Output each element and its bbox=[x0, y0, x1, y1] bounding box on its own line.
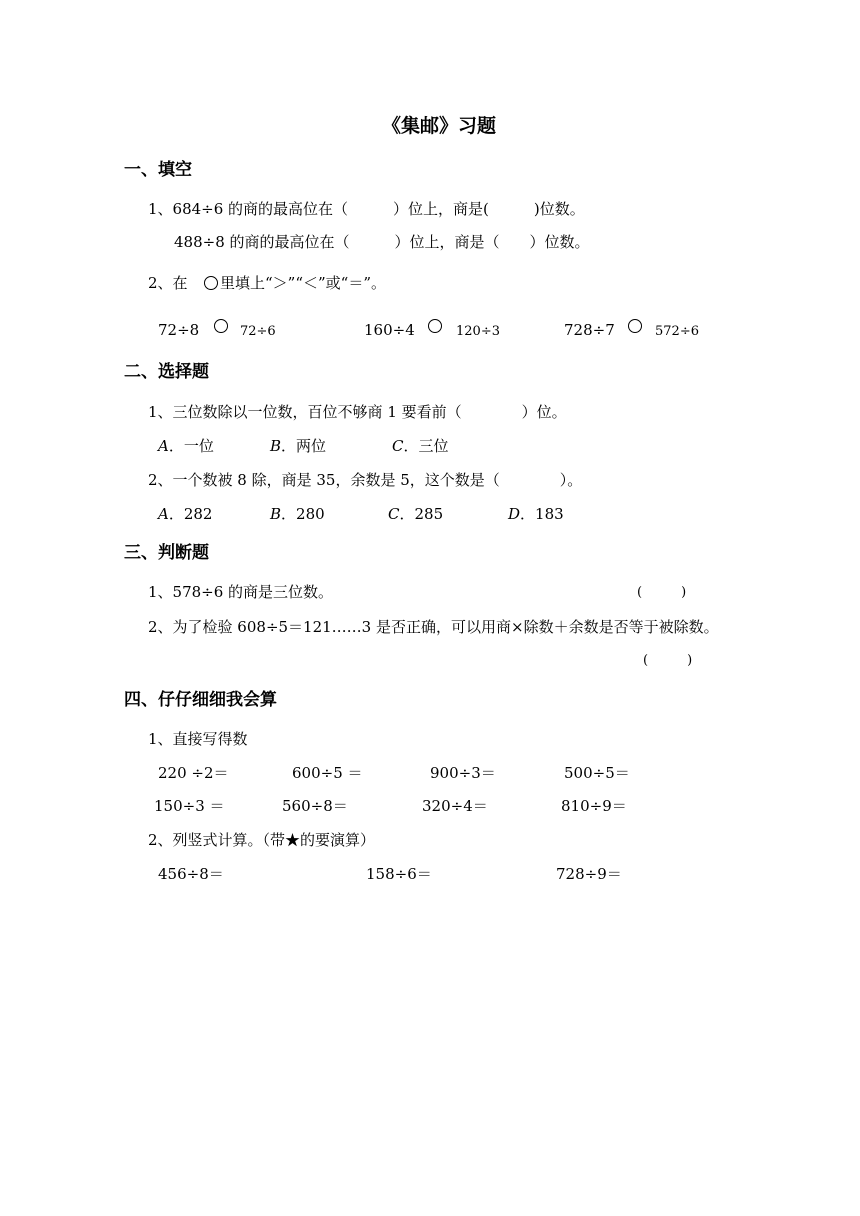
option-letter: B bbox=[270, 505, 282, 523]
option-letter: C bbox=[388, 505, 400, 523]
page-title: 《集邮》习题 bbox=[382, 115, 497, 137]
question-text: 2、在 bbox=[148, 274, 193, 292]
question-text: 2、一个数被 8 除，商是 35，余数是 5，这个数是（ ）。 bbox=[148, 471, 583, 489]
option-letter: C bbox=[392, 437, 404, 455]
section-heading-true-false: 三、判断题 bbox=[124, 543, 209, 563]
calc-item: 728÷9＝ bbox=[556, 865, 622, 883]
question-text: 2、列竖式计算。（带★的要演算） bbox=[148, 831, 376, 849]
option bbox=[158, 439, 214, 454]
answer-paren: ( ) bbox=[637, 585, 687, 600]
calc-item: 150÷3 ＝ bbox=[154, 797, 225, 815]
compare-left: 160÷4 bbox=[364, 321, 415, 339]
option bbox=[158, 507, 212, 522]
option-letter: A bbox=[158, 437, 169, 455]
option-text: ．282 bbox=[168, 505, 213, 523]
option-text: ．一位 bbox=[168, 437, 214, 455]
question-text: 1、三位数除以一位数，百位不够商 1 要看前（ ）位。 bbox=[148, 403, 567, 421]
option bbox=[508, 507, 564, 522]
compare-right: 572÷6 bbox=[655, 324, 699, 339]
calc-item: 158÷6＝ bbox=[366, 865, 432, 883]
question-text: 1、直接写得数 bbox=[148, 730, 248, 748]
option bbox=[270, 507, 325, 522]
compare-left: 728÷7 bbox=[564, 321, 615, 339]
option-letter: D bbox=[508, 505, 521, 523]
section-heading-multiple-choice: 二、选择题 bbox=[124, 362, 209, 382]
section-heading-calculation: 四、仔仔细细我会算 bbox=[124, 690, 277, 710]
option bbox=[270, 439, 326, 454]
answer-paren: ( ) bbox=[643, 653, 693, 668]
question-text: 里填上“＞”“＜”或“＝”。 bbox=[220, 274, 387, 292]
compare-right: 72÷6 bbox=[240, 324, 276, 339]
option-letter: B bbox=[270, 437, 282, 455]
circle-blank-icon bbox=[628, 319, 642, 333]
calc-item: 560÷8＝ bbox=[282, 797, 348, 815]
question-text: 1、578÷6 的商是三位数。 bbox=[148, 583, 334, 601]
calc-item: 600÷5 ＝ bbox=[292, 764, 363, 782]
calc-item: 220 ÷2＝ bbox=[158, 764, 229, 782]
calc-item: 500÷5＝ bbox=[564, 764, 630, 782]
circle-blank-icon bbox=[428, 319, 442, 333]
option bbox=[392, 439, 449, 454]
compare-left: 72÷8 bbox=[158, 321, 200, 339]
option bbox=[388, 507, 443, 522]
circle-blank-icon bbox=[214, 319, 228, 333]
circle-blank-icon bbox=[204, 276, 218, 290]
question-text: 488÷8 的商的最高位在（ ）位上，商是（ ）位数。 bbox=[174, 233, 590, 251]
option-text: ．三位 bbox=[403, 437, 449, 455]
calc-item: 320÷4＝ bbox=[422, 797, 488, 815]
option-text: ．280 bbox=[281, 505, 325, 523]
question-text: 1、684÷6 的商的最高位在（ ）位上，商是( )位数。 bbox=[148, 200, 585, 218]
compare-right: 120÷3 bbox=[456, 324, 500, 339]
option-text: ．285 bbox=[399, 505, 444, 523]
calc-item: 810÷9＝ bbox=[561, 797, 627, 815]
option-letter: A bbox=[158, 505, 169, 523]
question-text: 2、为了检验 608÷5＝121……3 是否正确，可以用商×除数＋余数是否等于被除数。 bbox=[148, 618, 719, 636]
section-heading-fill-blank: 一、填空 bbox=[124, 160, 192, 180]
calc-item: 456÷8＝ bbox=[158, 865, 224, 883]
option-text: ．183 bbox=[520, 505, 564, 523]
option-text: ．两位 bbox=[281, 437, 327, 455]
calc-item: 900÷3＝ bbox=[430, 764, 496, 782]
